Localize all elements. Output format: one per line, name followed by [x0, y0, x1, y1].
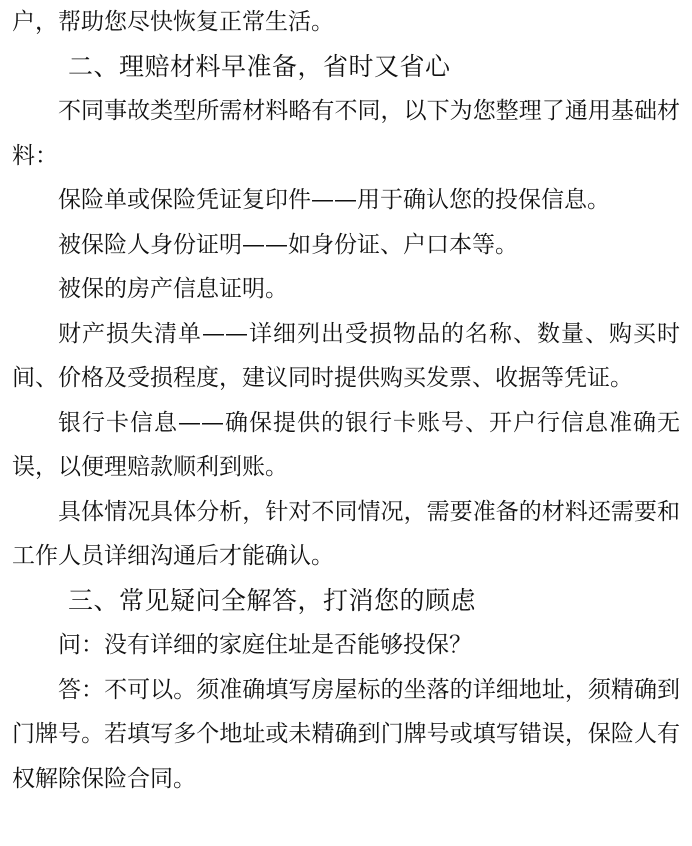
faq-answer: 答：不可以。须准确填写房屋标的坐落的详细地址，须精确到门牌号。若填写多个地址或未精确到门牌号或填写错误，保险人有权解除保险合同。: [12, 676, 680, 792]
paragraph-note: 具体情况具体分析，针对不同情况，需要准备的材料还需要和工作人员详细沟通后才能确认。: [12, 498, 680, 569]
paragraph-intro: 不同事故类型所需材料略有不同，以下为您整理了通用基础材料：: [12, 98, 680, 169]
list-item-property-proof: 被保的房产信息证明。: [58, 276, 288, 302]
section-heading-faq: 三、常见疑问全解答，打消您的顾虑: [68, 585, 477, 615]
section-heading-materials: 二、理赔材料早准备，省时又省心: [68, 51, 451, 81]
list-item-loss-list: 财产损失清单——详细列出受损物品的名称、数量、购买时间、价格及受损程度，建议同时提供购买发票、收据等凭证。: [12, 320, 680, 391]
document-page: [12, 0, 680, 801]
list-item-policy-copy: 保险单或保险凭证复印件——用于确认您的投保信息。: [58, 187, 610, 213]
list-item-bank-card: 银行卡信息——确保提供的银行卡账号、开户行信息准确无误，以便理赔款顺利到账。: [12, 409, 680, 480]
list-item-id-proof: 被保险人身份证明——如身份证、户口本等。: [58, 231, 518, 258]
paragraph-continuation: 户，帮助您尽快恢复正常生活。: [12, 9, 334, 35]
faq-question: 问：没有详细的家庭住址是否能够投保？: [58, 632, 472, 658]
